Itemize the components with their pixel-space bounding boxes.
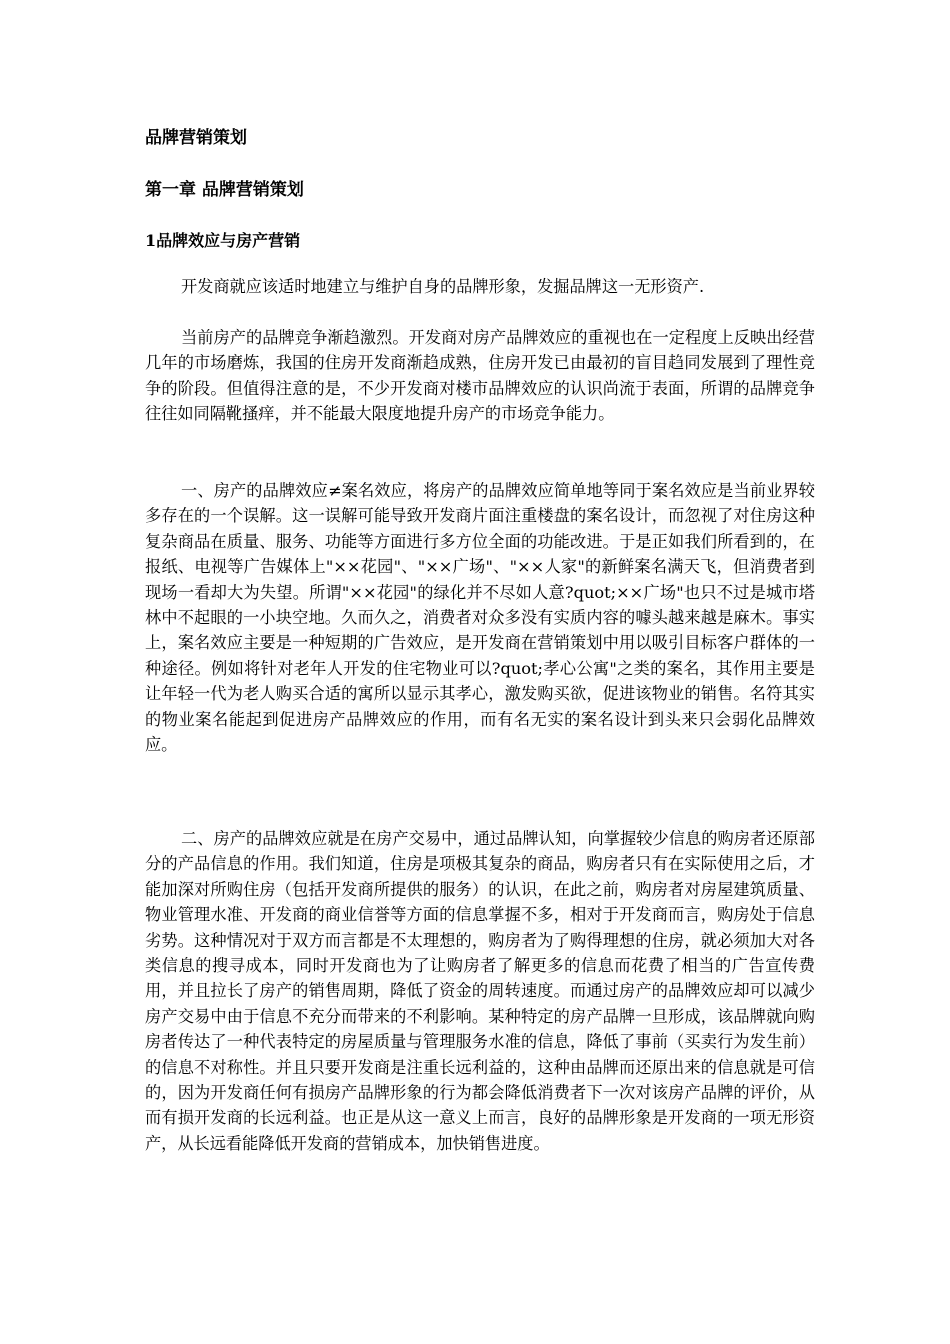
document-title: 品牌营销策划 <box>145 128 247 148</box>
paragraph-point-two: 二、房产的品牌效应就是在房产交易中，通过品牌认知，向掌握较少信息的购房者还原部分的产品信息的作用。我们知道，住房是项极其复杂的商品，购房者只有在实际使用之后，才能加深对所购住房（包括开发商所提供的服务）的认识，在此之前，购房者对房屋建筑质量、物业管理水准、开发商的商业信誉等方面的信息掌握不多，相对于开发商而言，购房处于信息劣势。这种情况对于双方而言都是不太理想的，购房者为了购得理想的住房，就必须加大对各类信息的搜寻成本，同时开发商也为了让购房者了解更多的信息而花费了相当的广告宣传费用，并且拉长了房产的销售周期，降低了资金的周转速度。而通过房产的品牌效应却可以减少房产交易中由于信息不充分而带来的不利影响。某种特定的房产品牌一旦形成，该品牌就向购房者传达了一种代表特定的房屋质量与管理服务水准的信息，降低了事前（买卖行为发生前）的信息不对称性。并且只要开发商是注重长远利益的，这种由品牌而还原出来的信息就是可信的，因为开发商任何有损房产品牌形象的行为都会降低消费者下一次对该房产品牌的评价，从而有损开发商的长远利益。也正是从这一意义上而言，良好的品牌形象是开发商的一项无形资产，从长远看能降低开发商的营销成本，加快销售进度。 <box>145 829 815 1153</box>
paragraph-competition: 当前房产的品牌竞争渐趋激烈。开发商对房产品牌效应的重视也在一定程度上反映出经营几年的市场磨炼，我国的住房开发商渐趋成熟，住房开发已由最初的盲目趋同发展到了理性竞争的阶段。但值得注意的是，不少开发商对楼市品牌效应的认识尚流于表面，所谓的品牌竞争往往如同隔靴搔痒，并不能最大限度地提升房产的市场竞争能力。 <box>145 328 815 424</box>
paragraph-intro: 开发商就应该适时地建立与维护自身的品牌形象，发掘品牌这一无形资产. <box>181 277 705 296</box>
chapter-heading: 第一章 品牌营销策划 <box>145 180 304 200</box>
paragraph-point-one: 一、房产的品牌效应≠案名效应，将房产的品牌效应简单地等同于案名效应是当前业界较多存在的一个误解。这一误解可能导致开发商片面注重楼盘的案名设计，而忽视了对住房这种复杂商品在质量、服务、功能等方面进行多方位全面的功能改进。于是正如我们所看到的，在报纸、电视等广告媒体上"××花园"、"××广场"、"××人家"的新鲜案名满天飞，但消费者到现场一看却大为失望。所谓"××花园"的绿化并不尽如人意?quot;××广场"也只不过是城市塔林中不起眼的一小块空地。久而久之，消费者对众多没有实质内容的噱头越来越是麻木。事实上，案名效应主要是一种短期的广告效应，是开发商在营销策划中用以吸引目标客户群体的一种途径。例如将针对老年人开发的住宅物业可以?quot;孝心公寓"之类的案名，其作用主要是让年轻一代为老人购买合适的寓所以显示其孝心，激发购买欲，促进该物业的销售。名符其实的物业案名能起到促进房产品牌效应的作用，而有名无实的案名设计到头来只会弱化品牌效应。 <box>145 481 815 755</box>
section-heading: 1品牌效应与房产营销 <box>145 231 301 250</box>
